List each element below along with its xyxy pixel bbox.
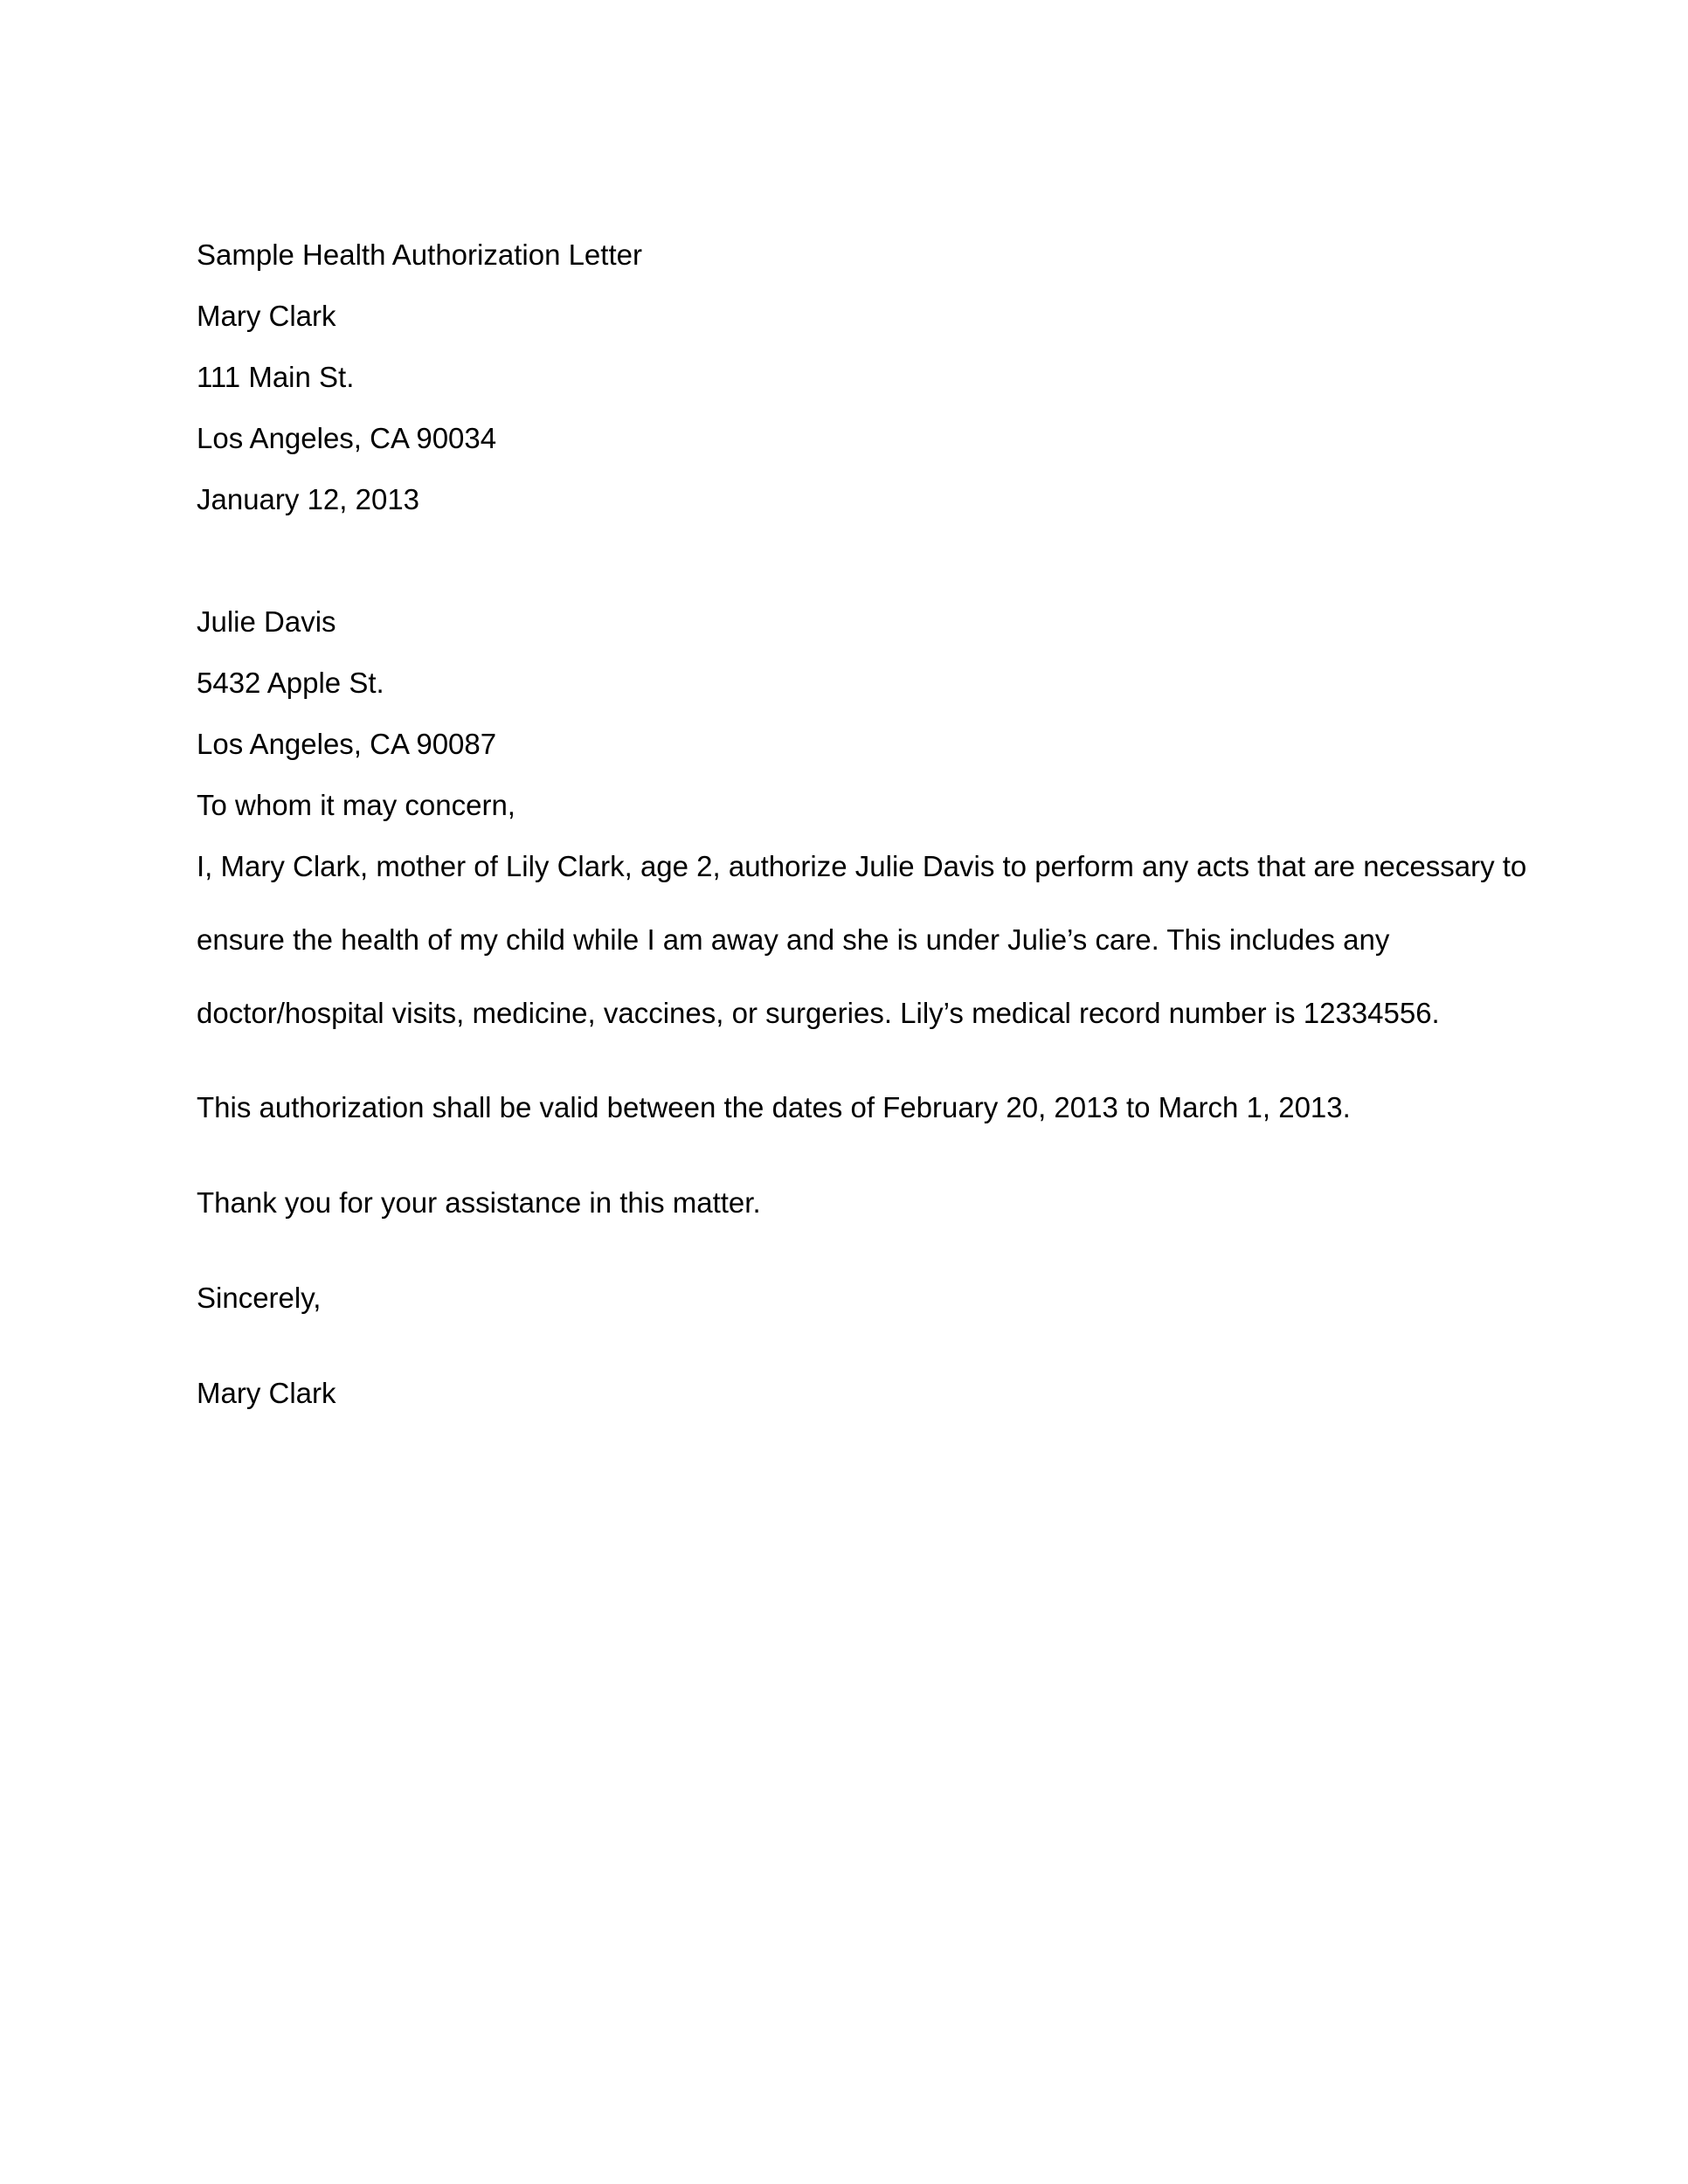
body-paragraph-3: Thank you for your assistance in this matter. [197,1186,761,1219]
sender-street: 111 Main St. [197,361,355,393]
sender-name: Mary Clark [197,300,336,332]
body-paragraph-1-line-2: ensure the health of my child while I am away and she is under Julie’s care. This includes any [197,923,1390,956]
salutation: To whom it may concern, [197,789,515,821]
recipient-city-state-zip: Los Angeles, CA 90087 [197,728,497,760]
letter-date: January 12, 2013 [197,483,420,515]
letter-heading: Sample Health Authorization Letter [197,238,642,271]
recipient-street: 5432 Apple St. [197,667,384,699]
closing: Sincerely, [197,1282,322,1314]
body-paragraph-2: This authorization shall be valid between the dates of February 20, 2013 to March 1, 2013. [197,1091,1351,1123]
body-paragraph-1-line-1: I, Mary Clark, mother of Lily Clark, age 2, authorize Julie Davis to perform any acts that are necessary to [197,850,1527,882]
sender-city-state-zip: Los Angeles, CA 90034 [197,422,497,454]
body-paragraph-1-line-3: doctor/hospital visits, medicine, vaccines, or surgeries. Lily’s medical record number is 12334556. [197,997,1440,1029]
signature-name: Mary Clark [197,1377,336,1409]
recipient-name: Julie Davis [197,605,336,638]
